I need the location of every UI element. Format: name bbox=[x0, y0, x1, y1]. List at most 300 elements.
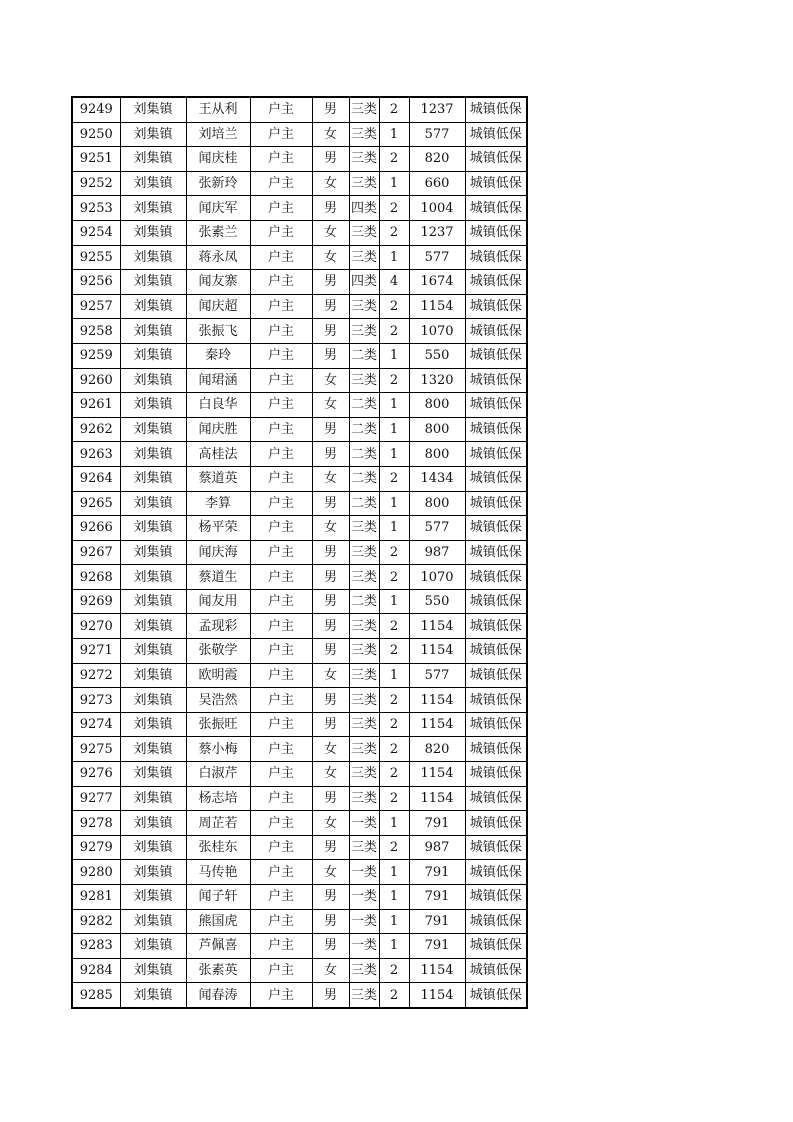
cell-record-id: 9256 bbox=[72, 270, 120, 295]
cell-amount: 820 bbox=[409, 147, 465, 172]
cell-amount: 820 bbox=[409, 737, 465, 762]
cell-gender: 女 bbox=[312, 958, 349, 983]
cell-name: 李算 bbox=[186, 491, 250, 516]
cell-category: 三类 bbox=[349, 835, 379, 860]
cell-gender: 男 bbox=[312, 343, 349, 368]
table-row bbox=[72, 614, 527, 639]
cell-household-size: 2 bbox=[379, 786, 409, 811]
cell-name: 周芷若 bbox=[186, 811, 250, 836]
table-row bbox=[72, 786, 527, 811]
cell-name: 白淑芹 bbox=[186, 762, 250, 787]
cell-role: 户主 bbox=[250, 540, 312, 565]
cell-household-size: 2 bbox=[379, 466, 409, 491]
cell-town: 刘集镇 bbox=[120, 885, 186, 910]
cell-record-id: 9271 bbox=[72, 639, 120, 664]
cell-category: 三类 bbox=[349, 786, 379, 811]
cell-gender: 男 bbox=[312, 147, 349, 172]
cell-aid-type: 城镇低保 bbox=[465, 614, 527, 639]
cell-name: 闻庆海 bbox=[186, 540, 250, 565]
cell-record-id: 9261 bbox=[72, 393, 120, 418]
cell-town: 刘集镇 bbox=[120, 220, 186, 245]
cell-town: 刘集镇 bbox=[120, 417, 186, 442]
table-row bbox=[72, 270, 527, 295]
cell-record-id: 9268 bbox=[72, 565, 120, 590]
cell-town: 刘集镇 bbox=[120, 762, 186, 787]
cell-category: 三类 bbox=[349, 220, 379, 245]
cell-name: 马传艳 bbox=[186, 860, 250, 885]
cell-amount: 791 bbox=[409, 934, 465, 959]
cell-gender: 女 bbox=[312, 245, 349, 270]
cell-name: 欧明霞 bbox=[186, 663, 250, 688]
cell-amount: 800 bbox=[409, 491, 465, 516]
cell-category: 三类 bbox=[349, 368, 379, 393]
cell-name: 芦佩喜 bbox=[186, 934, 250, 959]
cell-role: 户主 bbox=[250, 934, 312, 959]
cell-aid-type: 城镇低保 bbox=[465, 663, 527, 688]
cell-record-id: 9282 bbox=[72, 909, 120, 934]
cell-name: 张新玲 bbox=[186, 171, 250, 196]
cell-household-size: 2 bbox=[379, 147, 409, 172]
cell-record-id: 9270 bbox=[72, 614, 120, 639]
cell-household-size: 2 bbox=[379, 737, 409, 762]
cell-category: 三类 bbox=[349, 122, 379, 147]
cell-category: 三类 bbox=[349, 688, 379, 713]
cell-gender: 男 bbox=[312, 270, 349, 295]
cell-town: 刘集镇 bbox=[120, 196, 186, 221]
cell-role: 户主 bbox=[250, 786, 312, 811]
cell-category: 三类 bbox=[349, 737, 379, 762]
cell-category: 二类 bbox=[349, 466, 379, 491]
table-row bbox=[72, 712, 527, 737]
cell-role: 户主 bbox=[250, 220, 312, 245]
cell-gender: 男 bbox=[312, 934, 349, 959]
cell-town: 刘集镇 bbox=[120, 688, 186, 713]
cell-name: 张振旺 bbox=[186, 712, 250, 737]
cell-record-id: 9277 bbox=[72, 786, 120, 811]
cell-aid-type: 城镇低保 bbox=[465, 442, 527, 467]
cell-record-id: 9266 bbox=[72, 516, 120, 541]
cell-household-size: 1 bbox=[379, 122, 409, 147]
cell-gender: 男 bbox=[312, 688, 349, 713]
table-row bbox=[72, 294, 527, 319]
cell-name: 熊国虎 bbox=[186, 909, 250, 934]
cell-category: 二类 bbox=[349, 491, 379, 516]
cell-role: 户主 bbox=[250, 860, 312, 885]
cell-gender: 男 bbox=[312, 491, 349, 516]
cell-role: 户主 bbox=[250, 614, 312, 639]
cell-category: 二类 bbox=[349, 589, 379, 614]
cell-town: 刘集镇 bbox=[120, 835, 186, 860]
cell-gender: 男 bbox=[312, 417, 349, 442]
table-row bbox=[72, 516, 527, 541]
table-row bbox=[72, 762, 527, 787]
cell-town: 刘集镇 bbox=[120, 319, 186, 344]
cell-category: 三类 bbox=[349, 639, 379, 664]
table-row bbox=[72, 540, 527, 565]
cell-aid-type: 城镇低保 bbox=[465, 466, 527, 491]
cell-amount: 800 bbox=[409, 442, 465, 467]
table-body bbox=[72, 97, 527, 1008]
cell-household-size: 2 bbox=[379, 835, 409, 860]
cell-amount: 1434 bbox=[409, 466, 465, 491]
table-row bbox=[72, 417, 527, 442]
cell-household-size: 2 bbox=[379, 712, 409, 737]
cell-aid-type: 城镇低保 bbox=[465, 343, 527, 368]
cell-record-id: 9251 bbox=[72, 147, 120, 172]
table-row bbox=[72, 934, 527, 959]
cell-category: 三类 bbox=[349, 614, 379, 639]
table-row bbox=[72, 220, 527, 245]
cell-category: 四类 bbox=[349, 196, 379, 221]
cell-aid-type: 城镇低保 bbox=[465, 171, 527, 196]
cell-aid-type: 城镇低保 bbox=[465, 565, 527, 590]
cell-gender: 男 bbox=[312, 589, 349, 614]
cell-amount: 800 bbox=[409, 417, 465, 442]
cell-category: 三类 bbox=[349, 958, 379, 983]
cell-category: 一类 bbox=[349, 885, 379, 910]
cell-record-id: 9262 bbox=[72, 417, 120, 442]
cell-amount: 987 bbox=[409, 540, 465, 565]
cell-household-size: 1 bbox=[379, 343, 409, 368]
cell-record-id: 9263 bbox=[72, 442, 120, 467]
cell-role: 户主 bbox=[250, 909, 312, 934]
table-row bbox=[72, 466, 527, 491]
cell-household-size: 2 bbox=[379, 319, 409, 344]
cell-amount: 1320 bbox=[409, 368, 465, 393]
cell-name: 张振飞 bbox=[186, 319, 250, 344]
cell-gender: 女 bbox=[312, 368, 349, 393]
cell-role: 户主 bbox=[250, 885, 312, 910]
cell-amount: 577 bbox=[409, 245, 465, 270]
cell-category: 三类 bbox=[349, 712, 379, 737]
cell-town: 刘集镇 bbox=[120, 909, 186, 934]
cell-name: 闻春涛 bbox=[186, 983, 250, 1008]
cell-town: 刘集镇 bbox=[120, 958, 186, 983]
cell-gender: 男 bbox=[312, 319, 349, 344]
cell-household-size: 1 bbox=[379, 909, 409, 934]
cell-household-size: 1 bbox=[379, 885, 409, 910]
cell-amount: 1154 bbox=[409, 958, 465, 983]
cell-household-size: 2 bbox=[379, 97, 409, 122]
cell-name: 蔡道英 bbox=[186, 466, 250, 491]
cell-role: 户主 bbox=[250, 762, 312, 787]
cell-role: 户主 bbox=[250, 270, 312, 295]
cell-household-size: 2 bbox=[379, 540, 409, 565]
cell-record-id: 9267 bbox=[72, 540, 120, 565]
table-row bbox=[72, 319, 527, 344]
cell-household-size: 1 bbox=[379, 860, 409, 885]
cell-name: 闻庆桂 bbox=[186, 147, 250, 172]
cell-aid-type: 城镇低保 bbox=[465, 909, 527, 934]
cell-aid-type: 城镇低保 bbox=[465, 885, 527, 910]
table-row bbox=[72, 663, 527, 688]
cell-aid-type: 城镇低保 bbox=[465, 147, 527, 172]
cell-role: 户主 bbox=[250, 393, 312, 418]
cell-aid-type: 城镇低保 bbox=[465, 639, 527, 664]
cell-category: 一类 bbox=[349, 860, 379, 885]
cell-amount: 660 bbox=[409, 171, 465, 196]
table-row bbox=[72, 688, 527, 713]
cell-record-id: 9278 bbox=[72, 811, 120, 836]
cell-amount: 1154 bbox=[409, 639, 465, 664]
records-table bbox=[71, 96, 528, 1009]
cell-name: 白良华 bbox=[186, 393, 250, 418]
cell-household-size: 2 bbox=[379, 368, 409, 393]
cell-record-id: 9269 bbox=[72, 589, 120, 614]
cell-role: 户主 bbox=[250, 147, 312, 172]
cell-category: 三类 bbox=[349, 663, 379, 688]
table-row bbox=[72, 97, 527, 122]
cell-gender: 男 bbox=[312, 196, 349, 221]
cell-category: 三类 bbox=[349, 319, 379, 344]
cell-role: 户主 bbox=[250, 983, 312, 1008]
table-row bbox=[72, 442, 527, 467]
cell-town: 刘集镇 bbox=[120, 712, 186, 737]
cell-aid-type: 城镇低保 bbox=[465, 516, 527, 541]
cell-amount: 1674 bbox=[409, 270, 465, 295]
table-row bbox=[72, 639, 527, 664]
cell-household-size: 1 bbox=[379, 393, 409, 418]
cell-aid-type: 城镇低保 bbox=[465, 245, 527, 270]
cell-record-id: 9250 bbox=[72, 122, 120, 147]
cell-gender: 男 bbox=[312, 294, 349, 319]
cell-name: 张素英 bbox=[186, 958, 250, 983]
cell-category: 三类 bbox=[349, 540, 379, 565]
table-row bbox=[72, 885, 527, 910]
cell-aid-type: 城镇低保 bbox=[465, 319, 527, 344]
cell-gender: 男 bbox=[312, 786, 349, 811]
cell-town: 刘集镇 bbox=[120, 565, 186, 590]
table-row bbox=[72, 983, 527, 1008]
cell-category: 三类 bbox=[349, 147, 379, 172]
cell-name: 闻庆胜 bbox=[186, 417, 250, 442]
cell-aid-type: 城镇低保 bbox=[465, 712, 527, 737]
cell-town: 刘集镇 bbox=[120, 516, 186, 541]
cell-amount: 791 bbox=[409, 909, 465, 934]
cell-amount: 550 bbox=[409, 343, 465, 368]
cell-aid-type: 城镇低保 bbox=[465, 393, 527, 418]
cell-record-id: 9279 bbox=[72, 835, 120, 860]
cell-role: 户主 bbox=[250, 835, 312, 860]
cell-household-size: 1 bbox=[379, 245, 409, 270]
table-row bbox=[72, 860, 527, 885]
cell-town: 刘集镇 bbox=[120, 245, 186, 270]
cell-category: 三类 bbox=[349, 983, 379, 1008]
cell-amount: 1154 bbox=[409, 762, 465, 787]
cell-aid-type: 城镇低保 bbox=[465, 368, 527, 393]
cell-category: 四类 bbox=[349, 270, 379, 295]
cell-name: 秦玲 bbox=[186, 343, 250, 368]
cell-aid-type: 城镇低保 bbox=[465, 540, 527, 565]
cell-category: 三类 bbox=[349, 516, 379, 541]
cell-role: 户主 bbox=[250, 811, 312, 836]
table-row bbox=[72, 196, 527, 221]
cell-record-id: 9283 bbox=[72, 934, 120, 959]
cell-gender: 女 bbox=[312, 171, 349, 196]
cell-amount: 1004 bbox=[409, 196, 465, 221]
cell-town: 刘集镇 bbox=[120, 294, 186, 319]
cell-town: 刘集镇 bbox=[120, 466, 186, 491]
cell-town: 刘集镇 bbox=[120, 811, 186, 836]
table-row bbox=[72, 909, 527, 934]
cell-household-size: 1 bbox=[379, 934, 409, 959]
cell-category: 一类 bbox=[349, 811, 379, 836]
cell-gender: 女 bbox=[312, 663, 349, 688]
cell-name: 闻庆超 bbox=[186, 294, 250, 319]
cell-amount: 1154 bbox=[409, 688, 465, 713]
cell-role: 户主 bbox=[250, 737, 312, 762]
cell-gender: 男 bbox=[312, 835, 349, 860]
cell-role: 户主 bbox=[250, 516, 312, 541]
cell-role: 户主 bbox=[250, 417, 312, 442]
cell-gender: 女 bbox=[312, 122, 349, 147]
table-row bbox=[72, 171, 527, 196]
cell-role: 户主 bbox=[250, 319, 312, 344]
cell-household-size: 2 bbox=[379, 220, 409, 245]
cell-town: 刘集镇 bbox=[120, 97, 186, 122]
table-row bbox=[72, 589, 527, 614]
cell-record-id: 9285 bbox=[72, 983, 120, 1008]
table-row bbox=[72, 245, 527, 270]
cell-role: 户主 bbox=[250, 294, 312, 319]
cell-gender: 女 bbox=[312, 220, 349, 245]
cell-record-id: 9252 bbox=[72, 171, 120, 196]
cell-aid-type: 城镇低保 bbox=[465, 97, 527, 122]
cell-aid-type: 城镇低保 bbox=[465, 491, 527, 516]
cell-aid-type: 城镇低保 bbox=[465, 196, 527, 221]
table-row bbox=[72, 147, 527, 172]
cell-role: 户主 bbox=[250, 958, 312, 983]
cell-aid-type: 城镇低保 bbox=[465, 958, 527, 983]
cell-record-id: 9284 bbox=[72, 958, 120, 983]
cell-aid-type: 城镇低保 bbox=[465, 688, 527, 713]
cell-category: 三类 bbox=[349, 97, 379, 122]
cell-name: 闻庆军 bbox=[186, 196, 250, 221]
cell-household-size: 2 bbox=[379, 639, 409, 664]
cell-gender: 女 bbox=[312, 860, 349, 885]
cell-aid-type: 城镇低保 bbox=[465, 417, 527, 442]
cell-role: 户主 bbox=[250, 712, 312, 737]
cell-aid-type: 城镇低保 bbox=[465, 811, 527, 836]
cell-aid-type: 城镇低保 bbox=[465, 983, 527, 1008]
cell-household-size: 4 bbox=[379, 270, 409, 295]
table-row bbox=[72, 565, 527, 590]
cell-role: 户主 bbox=[250, 466, 312, 491]
cell-role: 户主 bbox=[250, 442, 312, 467]
cell-category: 三类 bbox=[349, 762, 379, 787]
cell-record-id: 9258 bbox=[72, 319, 120, 344]
cell-name: 王从利 bbox=[186, 97, 250, 122]
cell-record-id: 9254 bbox=[72, 220, 120, 245]
cell-role: 户主 bbox=[250, 245, 312, 270]
cell-amount: 577 bbox=[409, 516, 465, 541]
cell-town: 刘集镇 bbox=[120, 737, 186, 762]
cell-aid-type: 城镇低保 bbox=[465, 762, 527, 787]
table-row bbox=[72, 343, 527, 368]
table-row bbox=[72, 835, 527, 860]
cell-household-size: 2 bbox=[379, 614, 409, 639]
cell-amount: 1237 bbox=[409, 220, 465, 245]
cell-name: 张素兰 bbox=[186, 220, 250, 245]
cell-name: 蒋永凤 bbox=[186, 245, 250, 270]
cell-category: 三类 bbox=[349, 565, 379, 590]
cell-gender: 男 bbox=[312, 639, 349, 664]
cell-name: 闻子轩 bbox=[186, 885, 250, 910]
cell-amount: 1070 bbox=[409, 319, 465, 344]
cell-amount: 1154 bbox=[409, 712, 465, 737]
cell-role: 户主 bbox=[250, 196, 312, 221]
cell-record-id: 9255 bbox=[72, 245, 120, 270]
cell-gender: 男 bbox=[312, 442, 349, 467]
cell-record-id: 9276 bbox=[72, 762, 120, 787]
cell-role: 户主 bbox=[250, 663, 312, 688]
cell-amount: 987 bbox=[409, 835, 465, 860]
cell-household-size: 1 bbox=[379, 589, 409, 614]
cell-gender: 男 bbox=[312, 614, 349, 639]
cell-town: 刘集镇 bbox=[120, 393, 186, 418]
cell-town: 刘集镇 bbox=[120, 343, 186, 368]
cell-aid-type: 城镇低保 bbox=[465, 270, 527, 295]
cell-household-size: 2 bbox=[379, 294, 409, 319]
cell-name: 蔡道生 bbox=[186, 565, 250, 590]
cell-name: 张敬学 bbox=[186, 639, 250, 664]
cell-amount: 791 bbox=[409, 860, 465, 885]
cell-role: 户主 bbox=[250, 688, 312, 713]
table-row bbox=[72, 958, 527, 983]
cell-name: 闻珺涵 bbox=[186, 368, 250, 393]
cell-category: 三类 bbox=[349, 294, 379, 319]
cell-aid-type: 城镇低保 bbox=[465, 294, 527, 319]
cell-role: 户主 bbox=[250, 343, 312, 368]
cell-household-size: 1 bbox=[379, 811, 409, 836]
cell-gender: 男 bbox=[312, 885, 349, 910]
cell-record-id: 9275 bbox=[72, 737, 120, 762]
cell-town: 刘集镇 bbox=[120, 860, 186, 885]
cell-household-size: 2 bbox=[379, 196, 409, 221]
table-row bbox=[72, 122, 527, 147]
cell-household-size: 1 bbox=[379, 442, 409, 467]
cell-amount: 1154 bbox=[409, 614, 465, 639]
cell-gender: 女 bbox=[312, 516, 349, 541]
cell-name: 张桂东 bbox=[186, 835, 250, 860]
cell-name: 闻友用 bbox=[186, 589, 250, 614]
cell-name: 刘培兰 bbox=[186, 122, 250, 147]
cell-amount: 1154 bbox=[409, 786, 465, 811]
cell-name: 孟现彩 bbox=[186, 614, 250, 639]
cell-name: 蔡小梅 bbox=[186, 737, 250, 762]
cell-town: 刘集镇 bbox=[120, 540, 186, 565]
cell-household-size: 2 bbox=[379, 762, 409, 787]
cell-gender: 男 bbox=[312, 712, 349, 737]
cell-gender: 男 bbox=[312, 983, 349, 1008]
cell-record-id: 9259 bbox=[72, 343, 120, 368]
cell-category: 二类 bbox=[349, 393, 379, 418]
cell-household-size: 2 bbox=[379, 688, 409, 713]
cell-amount: 1154 bbox=[409, 294, 465, 319]
cell-town: 刘集镇 bbox=[120, 786, 186, 811]
cell-aid-type: 城镇低保 bbox=[465, 786, 527, 811]
cell-aid-type: 城镇低保 bbox=[465, 934, 527, 959]
cell-aid-type: 城镇低保 bbox=[465, 737, 527, 762]
cell-town: 刘集镇 bbox=[120, 639, 186, 664]
cell-role: 户主 bbox=[250, 565, 312, 590]
cell-category: 一类 bbox=[349, 909, 379, 934]
cell-name: 杨志培 bbox=[186, 786, 250, 811]
cell-record-id: 9273 bbox=[72, 688, 120, 713]
cell-town: 刘集镇 bbox=[120, 663, 186, 688]
table-row bbox=[72, 737, 527, 762]
cell-category: 二类 bbox=[349, 442, 379, 467]
